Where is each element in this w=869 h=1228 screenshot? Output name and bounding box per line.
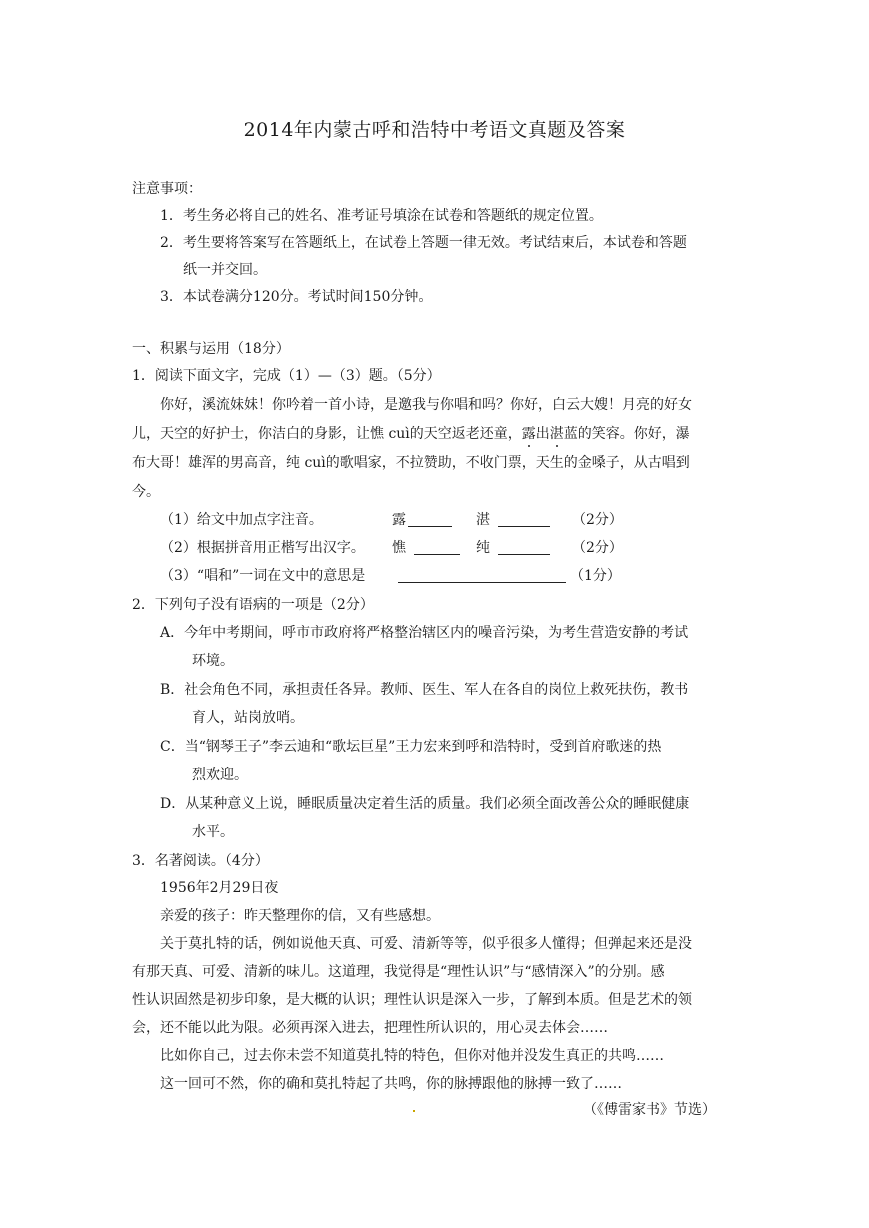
dotted-char-lu: 露 <box>521 426 536 442</box>
page-title: 2014年内蒙古呼和浩特中考语文真题及答案 <box>243 119 626 141</box>
passage-line-3: 布大哥！雄浑的男高音，纯 cuì的歌唱家，不拉赞助，不收门票，天生的金嗓子，从古唱到 <box>132 455 690 471</box>
dotted-char-zhan: 湛 <box>549 426 564 442</box>
letter-paragraph-line-1: 关于莫扎特的话，例如说他天真、可爱、清新等等，似乎很多人懂得；但弹起来还是没 <box>160 936 692 952</box>
option-c-line-2: 烈欢迎。 <box>192 767 248 783</box>
notice-heading: 注意事项： <box>132 181 202 197</box>
notice-item-1: 1．考生务必将自己的姓名、准考证号填涂在试卷和答题纸的规定位置。 <box>160 208 603 224</box>
option-d-line-1: D．从某种意义上说，睡眠质量决定着生活的质量。我们必须全面改善公众的睡眠健康 <box>160 796 690 812</box>
notice-item-2: 2．考生要将答案写在答题纸上，在试卷上答题一律无效。考试结束后，本试卷和答题 <box>160 235 687 251</box>
letter-paragraph-line-4: 会，还不能以此为限。必须再深入进去，把理性所认识的，用心灵去体会…… <box>132 1020 608 1036</box>
letter-paragraph-line-3: 性认识固然是初步印象，是大概的认识；理性认识是深入一步，了解到本质。但是艺术的领 <box>132 992 692 1008</box>
scan-speck <box>413 1110 415 1112</box>
letter-date: 1956年2月29日夜 <box>160 880 279 896</box>
sub-question-1-score: （2分） <box>572 512 623 528</box>
passage-line-2-part-c: 蓝的笑容。你好，瀑 <box>563 426 690 442</box>
notice-item-3: 3．本试卷满分120分。考试时间150分钟。 <box>160 289 433 305</box>
answer-blank[interactable] <box>414 540 460 555</box>
letter-paragraph-line-2: 有那天真、可爱、清新的味儿。这道理，我觉得是“理性认识”与“感情深入”的分别。感 <box>132 964 665 980</box>
sub-question-1-char-1: 露 <box>392 512 406 528</box>
sub-question-3-score: （1分） <box>570 568 621 584</box>
passage-line-1: 你好，溪流妹妹！你吟着一首小诗，是邀我与你唱和吗？你好，白云大嫂！月亮的好女 <box>160 397 692 413</box>
answer-blank[interactable] <box>408 512 452 527</box>
sub-question-3-label: （3）“唱和”一词在文中的意思是 <box>160 568 366 584</box>
notice-item-2-cont: 纸一并交回。 <box>183 262 267 278</box>
option-b-line-1: B．社会角色不同，承担责任各异。教师、医生、军人在各自的岗位上救死扶伤，教书 <box>160 682 689 698</box>
answer-blank[interactable] <box>498 540 550 555</box>
sub-question-2-char-1: 憔 <box>392 540 406 556</box>
question-1-stem: 1．阅读下面文字，完成（1）—（3）题。（5分） <box>132 368 441 384</box>
option-a-line-1: A．今年中考期间，呼市市政府将严格整治辖区内的噪音污染，为考生营造安静的考试 <box>160 625 689 641</box>
passage-line-2 <box>132 424 690 444</box>
sub-question-1-char-2: 湛 <box>476 512 490 528</box>
sub-question-2-score: （2分） <box>572 540 623 556</box>
option-d-line-2: 水平。 <box>192 824 234 840</box>
option-b-line-2: 育人，站岗放哨。 <box>192 710 304 726</box>
answer-blank[interactable] <box>498 512 550 527</box>
sub-question-2-label: （2）根据拼音用正楷写出汉字。 <box>160 540 365 556</box>
sub-question-2-char-2: 纯 <box>476 540 490 556</box>
option-a-line-2: 环境。 <box>192 653 234 669</box>
sub-question-1-label: （1）给文中加点字注音。 <box>160 512 323 528</box>
letter-paragraph-line-5: 比如你自己，过去你未尝不知道莫扎特的特色，但你对他并没发生真正的共鸣…… <box>160 1048 664 1064</box>
letter-source: （《傅雷家书》节选） <box>583 1102 716 1118</box>
passage-line-4: 今。 <box>132 484 160 500</box>
question-3-stem: 3．名著阅读。（4分） <box>132 853 269 869</box>
letter-greeting: 亲爱的孩子：昨天整理你的信，又有些感想。 <box>160 908 440 924</box>
letter-paragraph-line-6: 这一回可不然，你的确和莫扎特起了共鸣，你的脉搏跟他的脉搏一致了…… <box>160 1076 622 1092</box>
passage-line-2-part-a: 儿，天空的好护士，你洁白的身影，让憔 cuì的天空返老还童， <box>132 426 522 442</box>
passage-line-2-part-b: 出 <box>535 426 550 442</box>
section-heading: 一、积累与运用（18分） <box>132 341 290 357</box>
question-2-stem: 2．下列句子没有语病的一项是（2分） <box>132 597 374 613</box>
answer-blank[interactable] <box>398 568 566 583</box>
option-c-line-1: C．当“钢琴王子”李云迪和“歌坛巨星”王力宏来到呼和浩特时，受到首府歌迷的热 <box>160 739 662 755</box>
